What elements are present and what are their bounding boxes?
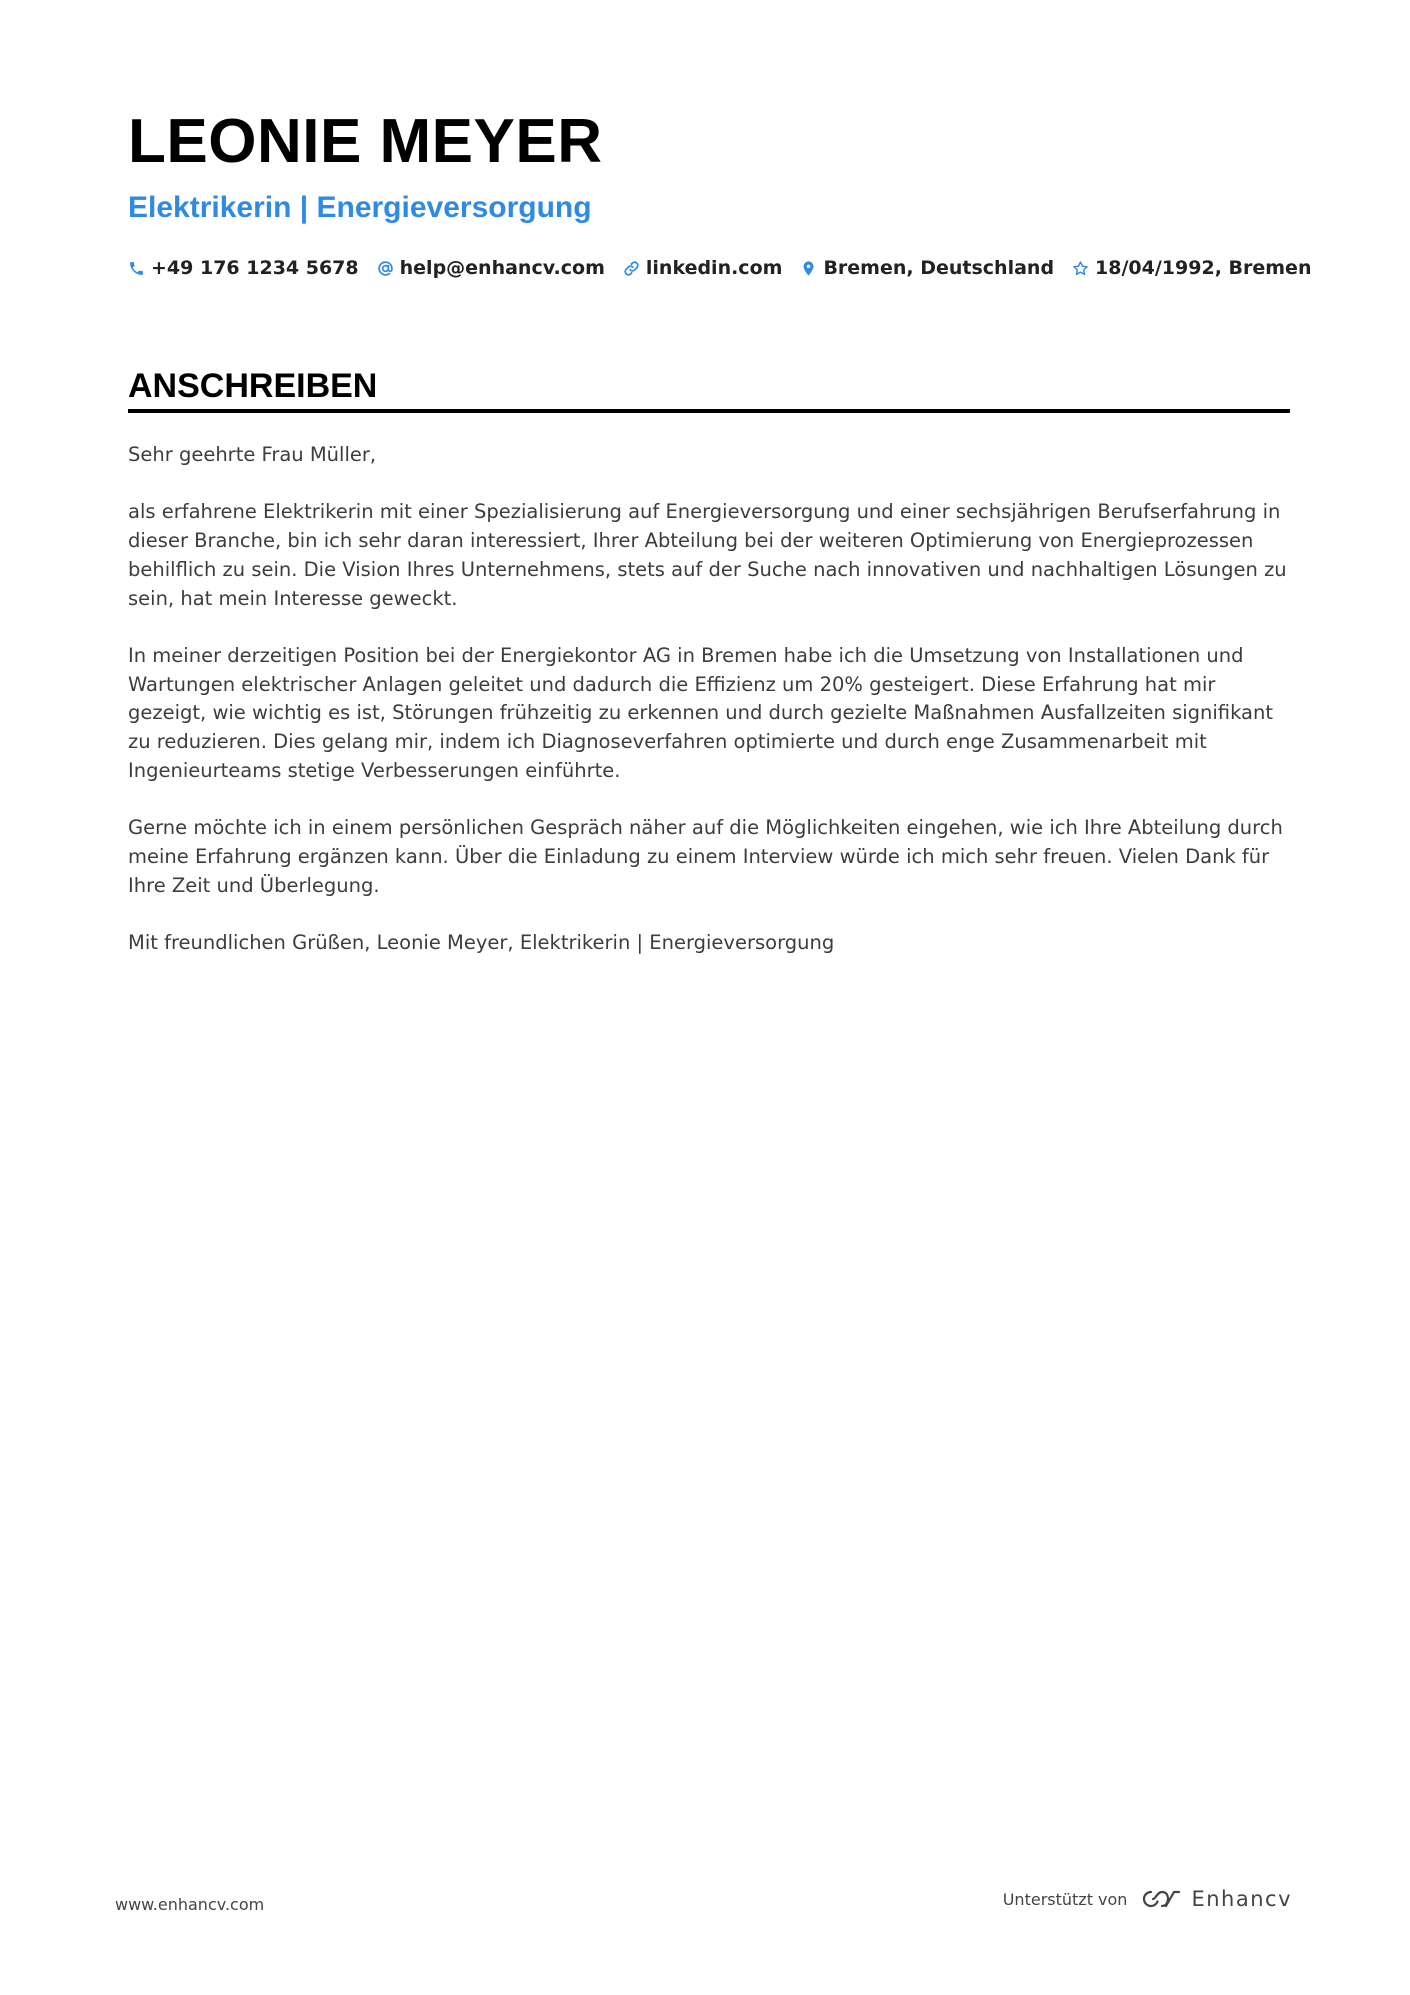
powered-by[interactable] <box>1003 1887 1292 1911</box>
contact-email-text: help@enhancv.com <box>399 257 605 279</box>
location-pin-icon <box>800 260 817 277</box>
contact-location-text: Bremen, Deutschland <box>823 257 1055 279</box>
letter-salutation: Sehr geehrte Frau Müller, <box>128 443 377 466</box>
contact-bar <box>128 254 1311 282</box>
contact-birth <box>1072 257 1311 279</box>
contact-birth-text: 18/04/1992, Bremen <box>1095 257 1312 279</box>
section-title: ANSCHREIBEN <box>128 367 378 405</box>
contact-email[interactable] <box>377 257 605 279</box>
contact-phone-text: +49 176 1234 5678 <box>151 257 359 279</box>
star-icon <box>1072 260 1089 277</box>
section-divider <box>128 409 1290 413</box>
link-icon <box>623 260 640 277</box>
letter-closing: Mit freundlichen Grüßen, Leonie Meyer, Elektrikerin | Energieversorgung <box>128 930 835 954</box>
phone-icon <box>128 260 145 277</box>
contact-location <box>800 257 1054 279</box>
letter-paragraph: als erfahrene Elektrikerin mit einer Spezialisierung auf Energieversorgung und einer sechsjährigen Berufserfahrung in dieser Branche, bin ich sehr daran interessiert, Ihrer Abteilung bei der weiteren Optimierung von Energieprozessen behilflich zu sein. Die Vision Ihres Unternehmens, stets auf der Suche nach innovativen und nachhaltigen Lösungen zu sein, hat mein Interesse geweckt. <box>128 500 1287 610</box>
contact-linkedin[interactable] <box>623 257 783 279</box>
brand-logo <box>1139 1887 1292 1911</box>
letter-body <box>128 441 1293 986</box>
at-icon <box>377 260 394 277</box>
candidate-headline: Elektrikerin | Energieversorgung <box>128 191 592 224</box>
contact-phone[interactable] <box>128 257 359 279</box>
contact-linkedin-text: linkedin.com <box>645 257 783 279</box>
powered-by-label: Unterstützt von <box>1002 1889 1128 1909</box>
footer-url[interactable]: www.enhancv.com <box>115 1895 265 1914</box>
letter-paragraph: Gerne möchte ich in einem persönlichen Gespräch näher auf die Möglichkeiten eingehen, wie ich Ihre Abteilung durch meine Erfahrung ergänzen kann. Über die Einladung zu einem Interview würde ich mich sehr freuen. Vielen Dank für Ihre Zeit und Überlegung. <box>128 816 1283 897</box>
candidate-name: LEONIE MEYER <box>128 107 603 176</box>
brand-name: Enhancv <box>1191 1887 1292 1911</box>
enhancv-logo-icon <box>1139 1887 1183 1911</box>
letter-paragraph: In meiner derzeitigen Position bei der Energiekontor AG in Bremen habe ich die Umsetzung von Installationen und Wartungen elektrischer Anlagen geleitet und dadurch die Effizienz um 20% gesteigert. Diese Erfahrung hat mir gezeigt, wie wichtig es ist, Störungen frühzeitig zu erkennen und durch gezielte Maßnahmen Ausfallzeiten signifikant zu reduzieren. Dies gelang mir, indem ich Diagnoseverfahren optimierte und durch enge Zusammenarbeit mit Ingenieurteams stetige Verbesserungen einführte. <box>128 643 1273 782</box>
